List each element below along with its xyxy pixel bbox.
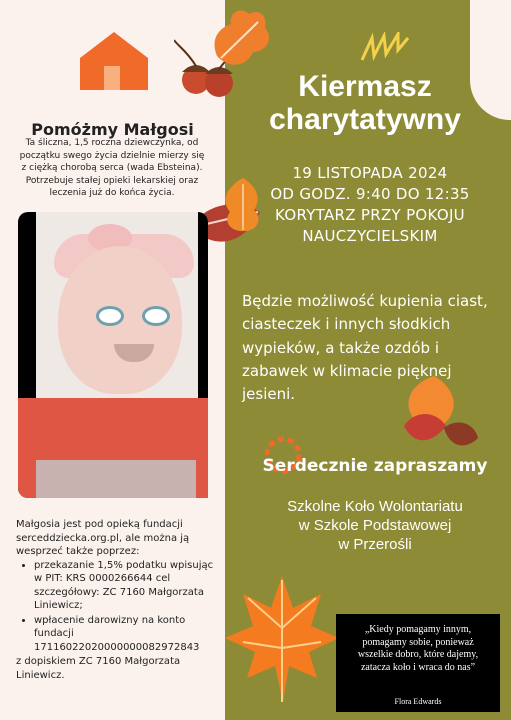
- child-description: Ta śliczna, 1,5 roczna dziewczynka, od początku swego życia dzielnie mierzy się z ciężką chorobą serca (wada Ebsteina). Potrzebuje stałej opieki lekarskiej oraz leczenia już do końca życia.: [19, 138, 205, 199]
- quote-author: Flora Edwards: [394, 697, 442, 706]
- school-line1: Szkolne Koło Wolontariatu: [287, 498, 463, 515]
- school-line3: w Przerośli: [338, 535, 412, 553]
- event-details: [235, 163, 505, 247]
- child-photo: [18, 212, 208, 498]
- donation-list: [16, 559, 221, 655]
- donation-item-tax: • przekazanie 1,5% podatku wpisując w PIT: KRS 0000266644 cel szczegółowy: ZC 7160 Małgorzata Liniewicz;: [34, 559, 221, 613]
- invite-text: Serdecznie zapraszamy: [262, 456, 488, 476]
- oak-leaf-top: [205, 4, 275, 74]
- donation-item-transfer: • wpłacenie darowizny na konto fundacji 17116022020000000082972843: [34, 614, 221, 655]
- event-location-line1: KORYTARZ PRZY POKOJU: [275, 206, 465, 224]
- event-date: 19 LISTOPADA 2024: [292, 164, 448, 182]
- left-eye: [96, 306, 124, 326]
- quote-box: [336, 614, 500, 712]
- event-location-line2: NAUCZYCIELSKIM: [302, 227, 438, 245]
- foundation-intro: Małgosia jest pod opieką fundacji serceddziecka.org.pl, ale można ją wesprzeć także poprzez:: [16, 519, 190, 557]
- donation-info: [16, 518, 221, 682]
- maple-leaf: [223, 570, 341, 708]
- event-title-line2: charytatywny: [269, 103, 461, 136]
- event-info: Będzie możliwość kupienia ciast, ciasteczek i innych słodkich wypieków, a także ozdób i zabawek w klimacie pięknej jesieni.: [242, 292, 488, 403]
- left-heading: Pomóżmy Małgosi: [31, 120, 194, 139]
- donation-tail: z dopiskiem ZC 7160 Małgorzata Liniewicz.: [16, 656, 181, 681]
- school-line2: w Szkole Podstawowej: [298, 516, 452, 534]
- right-eye: [142, 306, 170, 326]
- school-signature: [240, 498, 510, 554]
- event-time: OD GODZ. 9:40 DO 12:35: [270, 185, 470, 203]
- yellow-squiggle: [360, 32, 410, 64]
- skirt: [36, 460, 196, 498]
- quote-text: „Kiedy pomagamy innym, pomagamy sobie, ponieważ wszelkie dobro, które dajemy, zatacza koło i wraca do nas”: [357, 624, 479, 673]
- event-title: [230, 70, 500, 136]
- event-title-line1: Kiermasz: [298, 70, 432, 103]
- house-icon: [70, 30, 158, 92]
